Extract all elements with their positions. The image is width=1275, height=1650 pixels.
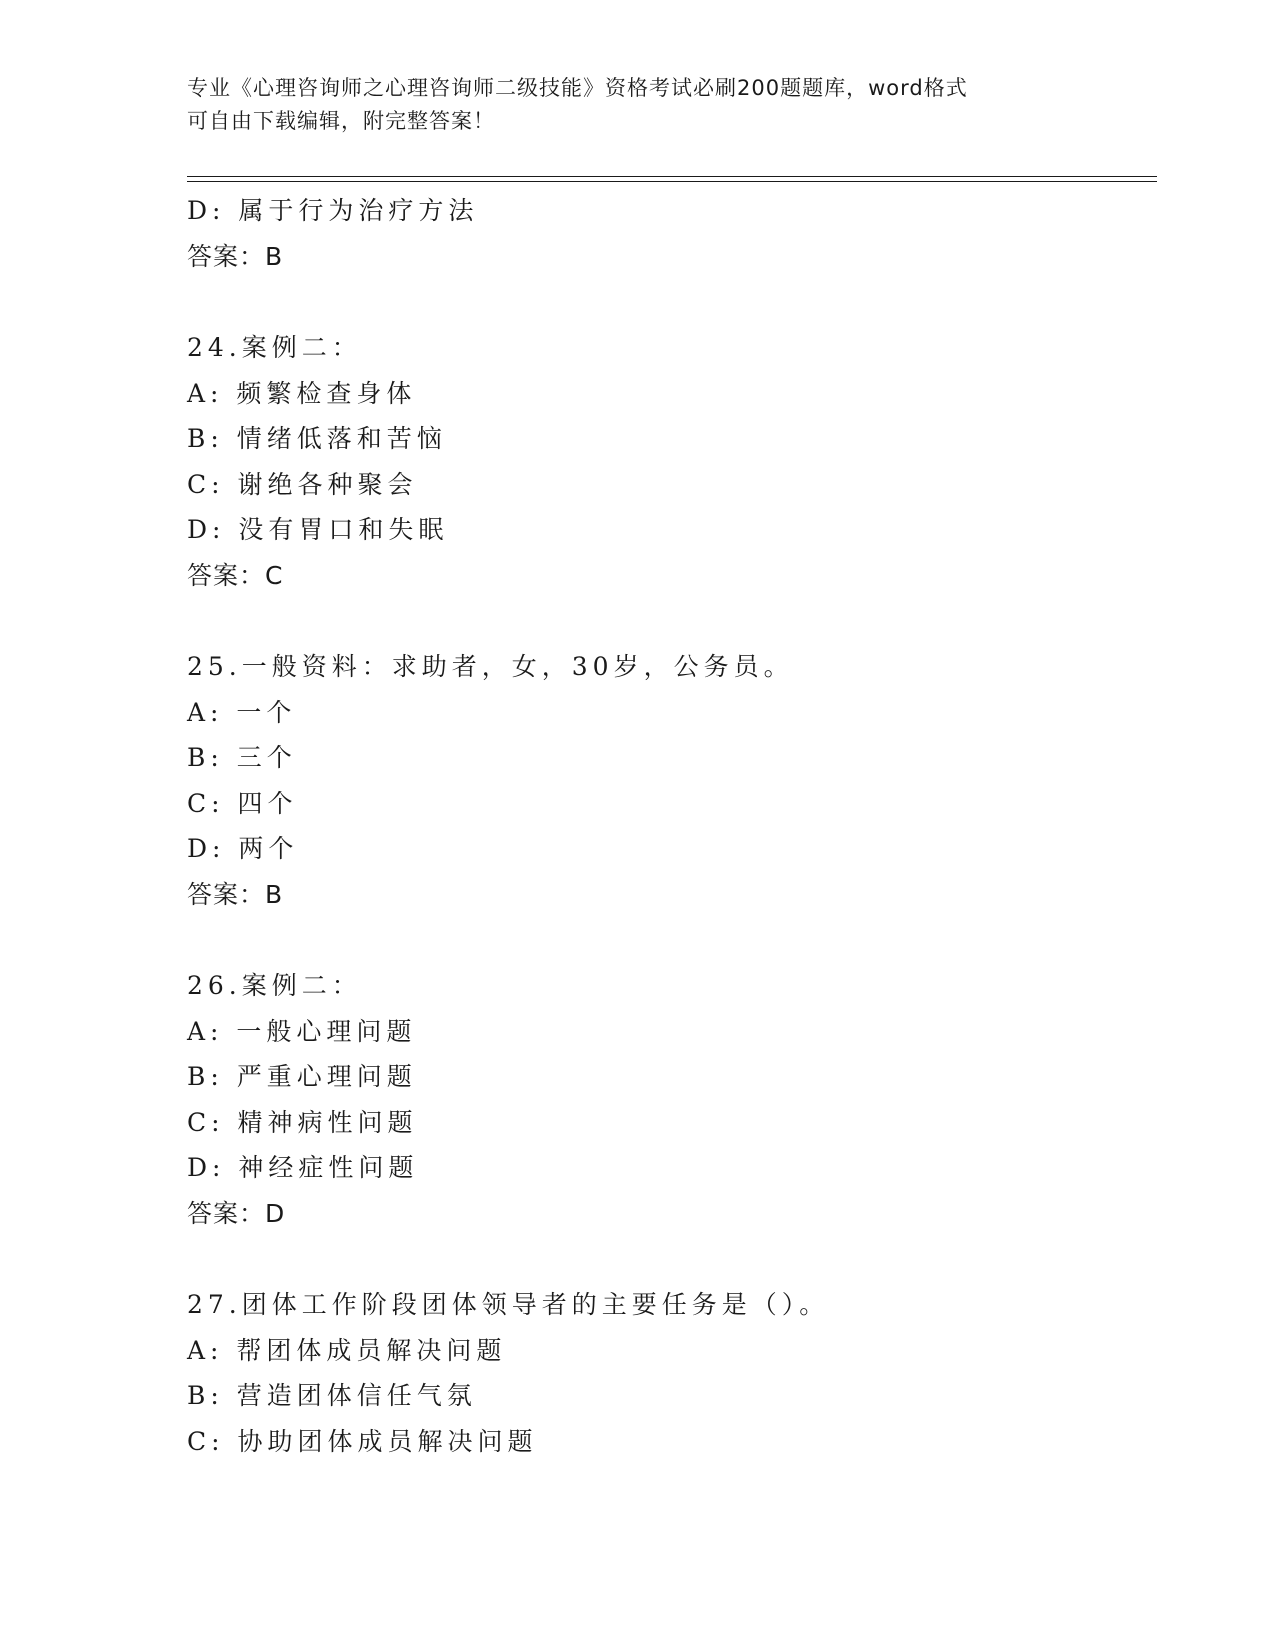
option-a: A: 一个 <box>187 697 297 727</box>
question-stem: 26.案例二： <box>187 971 362 1000</box>
option-b: B: 严重心理问题 <box>187 1062 417 1091</box>
question-24 <box>187 325 1147 598</box>
option-a: A: 帮团体成员解决问题 <box>187 1335 507 1365</box>
option-d: D: 没有胃口和失眠 <box>187 515 449 544</box>
option-c: C: 四个 <box>187 788 298 818</box>
answer: 答案：B <box>187 879 284 909</box>
question-stem: 27.团体工作阶段团体领导者的主要任务是（）。 <box>187 1290 830 1319</box>
question-list <box>187 188 1147 1464</box>
option-b: B: 三个 <box>187 743 297 772</box>
option-c: C: 协助团体成员解决问题 <box>187 1426 538 1456</box>
question-27 <box>187 1282 1147 1464</box>
option-b: B: 营造团体信任气氛 <box>187 1381 477 1410</box>
answer: 答案：D <box>187 1198 286 1228</box>
question-26 <box>187 963 1147 1236</box>
header-line-2: 可自由下载编辑，附完整答案！ <box>187 109 495 133</box>
option-a: A: 频繁检查身体 <box>187 378 417 408</box>
option-c: C: 精神病性问题 <box>187 1107 418 1137</box>
option-b: B: 情绪低落和苦恼 <box>187 424 447 453</box>
prev-answer: 答案：B <box>187 241 284 271</box>
question-stem: 24.案例二： <box>187 333 362 362</box>
option-a: A: 一般心理问题 <box>187 1016 417 1046</box>
document-header <box>187 72 1087 138</box>
option-c: C: 谢绝各种聚会 <box>187 469 418 499</box>
prev-option-d: D: 属于行为治疗方法 <box>187 196 479 225</box>
header-divider-top <box>187 176 1157 177</box>
header-divider-bottom <box>187 181 1157 182</box>
question-stem: 25.一般资料：求助者，女，30岁，公务员。 <box>187 652 794 681</box>
option-d: D: 两个 <box>187 834 299 863</box>
answer: 答案：C <box>187 560 284 590</box>
option-d: D: 神经症性问题 <box>187 1153 419 1182</box>
question-25 <box>187 644 1147 917</box>
header-line-1: 专业《心理咨询师之心理咨询师二级技能》资格考试必刷200题题库，word格式 <box>187 76 968 100</box>
